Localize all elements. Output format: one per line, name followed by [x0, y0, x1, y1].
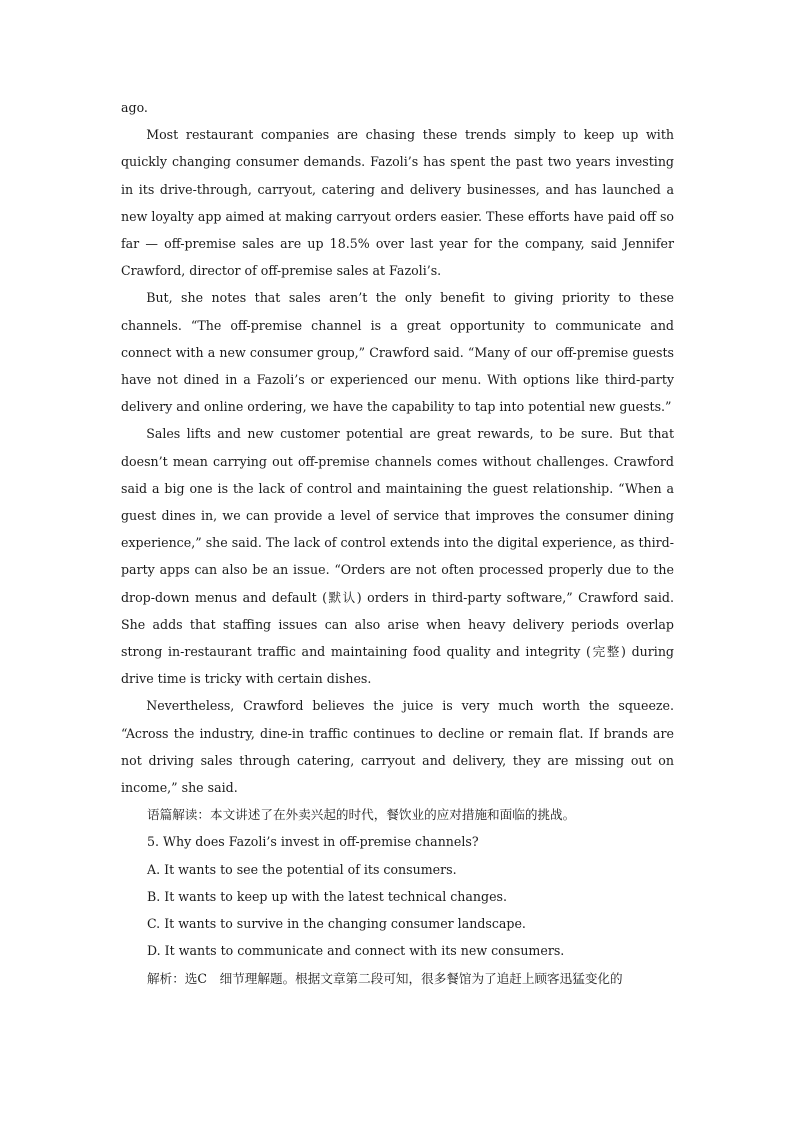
answer-explanation: 解析：选C 细节理解题。根据文章第二段可知，很多餐馆为了追赶上顾客迅猛变化的 [147, 970, 623, 986]
paragraph-4: Sales lifts and new customer potential are great rewards, to be sure. But that doesn’t mean carrying out off-premise channels comes without challenges. Crawford said a big one is the lack of control and maintaining the guest relationship. “When a guest dines in, we can provide a level of service that improves the consumer dining experience,” she said. The lack of control extends into the digital experience, as third-party apps can also be an issue. “Orders are not often processed properly due to the drop-down menus and default (默认) orders in third-party software,” Crawford said. She adds that staffing issues can also arise when heavy delivery periods overlap strong in-restaurant traffic and maintaining food quality and integrity (完整) during drive time is tricky with certain dishes. [121, 426, 674, 687]
paragraph-2: Most restaurant companies are chasing these trends simply to keep up with quickly changing consumer demands. Fazoli’s has spent the past two years investing in its drive-through, carryout, catering and delivery businesses, and has launched a new loyalty app aimed at making carryout orders easier. These efforts have paid off so far — off-premise sales are up 18.5% over last year for the company, said Jennifer Crawford, director of off-premise sales at Fazoli’s. [121, 127, 674, 279]
document-page [121, 94, 674, 992]
option-d: D. It wants to communicate and connect with its new consumers. [147, 943, 565, 959]
question-stem: 5. Why does Fazoli’s invest in off-premise channels? [147, 834, 479, 850]
option-a: A. It wants to see the potential of its consumers. [147, 861, 457, 877]
option-c: C. It wants to survive in the changing consumer landscape. [147, 916, 526, 932]
continuation-text: ago. [121, 100, 148, 115]
paragraph-5: Nevertheless, Crawford believes the juice is very much worth the squeeze. “Across the industry, dine-in traffic continues to decline or remain flat. If brands are not driving sales through catering, carryout and delivery, they are missing out on income,” she said. [121, 698, 674, 796]
paragraph-3: But, she notes that sales aren’t the only benefit to giving priority to these channels. “The off-premise channel is a great opportunity to communicate and connect with a new consumer group,” Crawford said. “Many of our off-premise guests have not dined in a Fazoli’s or experienced our menu. With options like third-party delivery and online ordering, we have the capability to tap into potential new guests.” [121, 290, 674, 415]
passage-summary: 语篇解读：本文讲述了在外卖兴起的时代，餐饮业的应对措施和面临的挑战。 [147, 807, 576, 823]
option-b: B. It wants to keep up with the latest technical changes. [147, 888, 508, 904]
